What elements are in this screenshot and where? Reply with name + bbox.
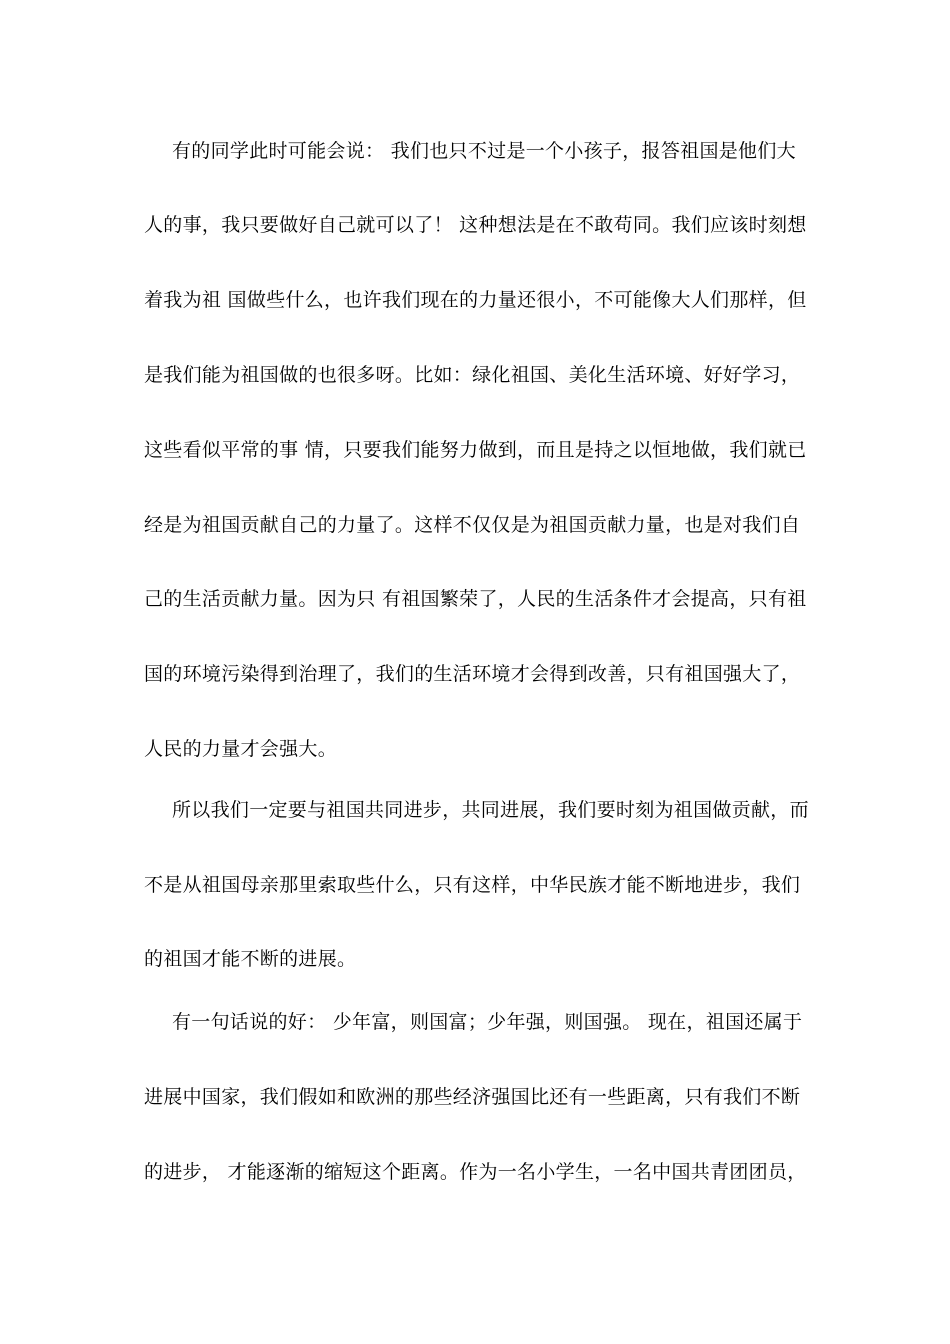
- paragraph-1-line-8: 国的环境污染得到治理了，我们的生活环境才会得到改善，只有祖国强大了，: [144, 663, 801, 685]
- paragraph-1-line-1: 有的同学此时可能会说： 我们也只不过是一个小孩子，报答祖国是他们大: [172, 140, 796, 162]
- paragraph-1-line-2: 人的事，我只要做好自己就可以了！ 这种想法是在不敢苟同。我们应该时刻想: [144, 214, 807, 236]
- paragraph-2-line-2: 不是从祖国母亲那里索取些什么，只有这样，中华民族才能不断地进步，我们: [144, 874, 801, 896]
- paragraph-2-line-3: 的祖国才能不断的进展。: [144, 948, 357, 970]
- paragraph-3-line-3: 的进步， 才能逐渐的缩短这个距离。作为一名小学生，一名中国共青团团员，: [144, 1161, 807, 1183]
- paragraph-3-line-2: 进展中国家，我们假如和欧洲的那些经济强国比还有一些距离，只有我们不断: [144, 1086, 801, 1108]
- paragraph-2-line-1: 所以我们一定要与祖国共同进步，共同进展，我们要时刻为祖国做贡献，而: [172, 799, 809, 821]
- paragraph-1-line-4: 是我们能为祖国做的也很多呀。比如：绿化祖国、美化生活环境、好好学习，: [144, 364, 801, 386]
- paragraph-1-line-5: 这些看似平常的事 情，只要我们能努力做到，而且是持之以恒地做，我们就已: [144, 439, 807, 461]
- paragraph-1-line-7: 己的生活贡献力量。因为只 有祖国繁荣了，人民的生活条件才会提高，只有祖: [144, 588, 807, 610]
- paragraph-1-line-9: 人民的力量才会强大。: [144, 738, 338, 760]
- paragraph-1-line-3: 着我为祖 国做些什么，也许我们现在的力量还很小，不可能像大人们那样，但: [144, 289, 807, 311]
- paragraph-3-line-1: 有一句话说的好： 少年富，则国富；少年强，则国强。 现在，祖国还属于: [172, 1011, 803, 1033]
- paragraph-1-line-6: 经是为祖国贡献自己的力量了。这样不仅仅是为祖国贡献力量，也是对我们自: [144, 514, 801, 536]
